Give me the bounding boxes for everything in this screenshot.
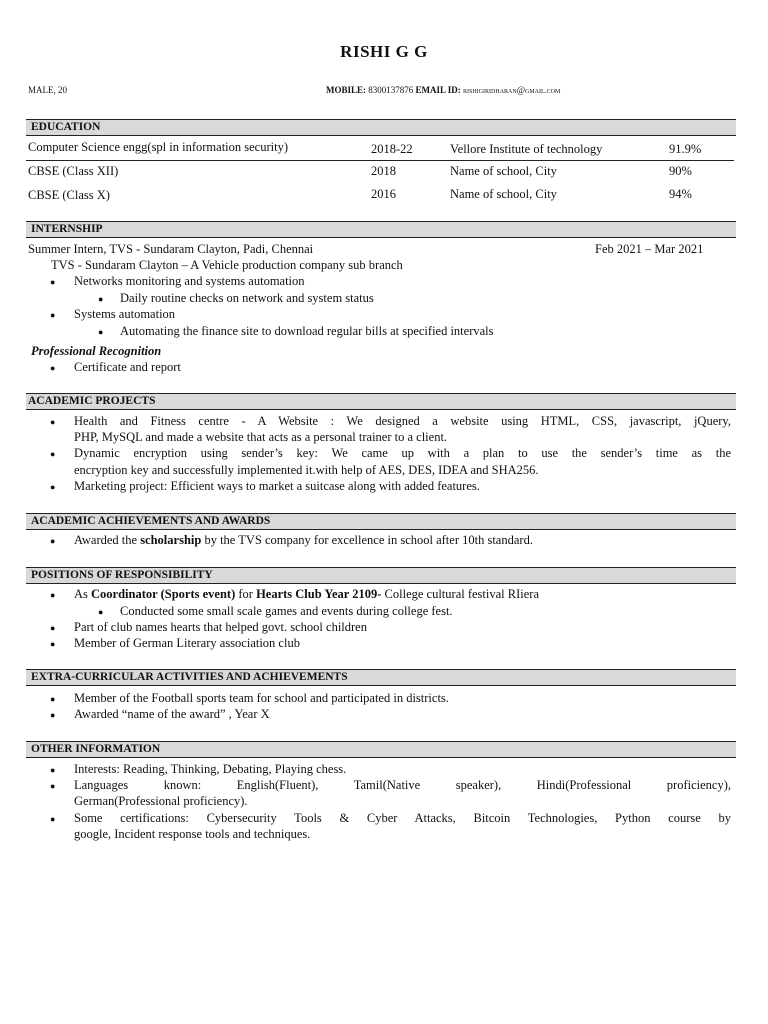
email-user: rishigiridharan [463,86,517,95]
edu-year: 2016 [371,187,396,201]
position-item: Part of club names hearts that helped govt. school children [74,620,367,634]
edu-course: CBSE (Class XII) [28,164,119,178]
bullet-icon: ● [50,310,56,320]
bullet-icon: ● [50,781,56,791]
bullet-icon: ● [50,277,56,287]
extra-item: Member of the Football sports team for school and participated in districts. [74,691,449,705]
edu-score: 94% [669,187,692,201]
mobile-label: MOBILE: [326,85,367,95]
bullet-icon: ● [50,363,56,373]
section-title: POSITIONS OF RESPONSIBILITY [31,569,213,581]
recognition-item: Certificate and report [74,360,181,374]
edu-year: 2018-22 [371,142,413,156]
mobile-number: 8300137876 [368,85,414,95]
bullet-icon: ● [50,710,56,720]
bullet-icon: ● [50,623,56,633]
edu-course: Computer Science engg(spl in information security) [28,140,289,154]
bullet-icon: ● [50,814,56,824]
bullet-icon: ● [50,449,56,459]
section-achievements [26,513,736,530]
other-item: google, Incident response tools and techniques. [74,827,311,841]
bullet-icon: ● [50,765,56,775]
other-item: Languages known: English(Fluent), Tamil(Native speaker), Hindi(Professional proficiency), [74,778,731,792]
project-line: encryption key and successfully implemented it.with help of AES, DES, IDEA and SHA256. [74,463,539,477]
extra-item: Awarded “name of the award” , Year X [74,707,270,721]
project-line: Dynamic encryption using sender’s key: We came up with a plan to use the sender’s time as the [74,446,731,460]
intern-company: TVS - Sundaram Clayton – A Vehicle production company sub branch [51,258,403,272]
intern-subtask: Automating the finance site to download regular bills at specified intervals [120,324,494,338]
section-title: EXTRA-CURRICULAR ACTIVITIES AND ACHIEVEMENTS [31,671,348,683]
email-domain: gmail.com [525,86,561,95]
edu-year: 2018 [371,164,396,178]
bullet-icon: ● [50,482,56,492]
intern-task: Networks monitoring and systems automation [74,274,305,288]
bullet-icon: ● [50,536,56,546]
intern-task: Systems automation [74,307,176,321]
section-other [26,741,736,758]
edu-course: CBSE (Class X) [28,188,110,202]
candidate-name: RISHI G G [340,42,428,61]
intern-subtask: Daily routine checks on network and system status [120,291,374,305]
section-title: INTERNSHIP [31,223,103,235]
intern-dates: Feb 2021 – Mar 2021 [595,242,704,256]
bullet-icon: ● [98,607,104,617]
recognition-heading: Professional Recognition [31,344,162,358]
bullet-icon: ● [50,590,56,600]
project-line: PHP, MySQL and made a website that acts as a personal trainer to a client. [74,430,448,444]
contact-details [326,85,560,95]
edu-score: 90% [669,164,692,178]
section-education [26,119,736,136]
other-item: Some certifications: Cybersecurity Tools & Cyber Attacks, Bitcoin Technologies, Python course by [74,811,731,825]
bullet-icon: ● [50,639,56,649]
edu-institute: Vellore Institute of technology [450,142,603,156]
other-item: Interests: Reading, Thinking, Debating, Playing chess. [74,762,347,776]
section-positions [26,567,736,584]
section-title: EDUCATION [31,121,101,133]
section-title: ACADEMIC ACHIEVEMENTS AND AWARDS [31,515,271,527]
section-title: OTHER INFORMATION [31,743,161,755]
bullet-icon: ● [98,327,104,337]
position-subitem: Conducted some small scale games and events during college fest. [120,604,453,618]
other-item: German(Professional proficiency). [74,794,248,808]
project-line: Marketing project: Efficient ways to market a suitcase along with added features. [74,479,480,493]
edu-institute: Name of school, City [450,164,557,178]
position-item: As Coordinator (Sports event) for Hearts Club Year 2109- College cultural festival RIiera [74,587,539,601]
section-internship [26,221,736,238]
bullet-icon: ● [98,294,104,304]
edu-score: 91.9% [669,142,702,156]
section-projects [26,393,736,410]
edu-divider [26,160,734,161]
gender-age: MALE, 20 [28,85,67,95]
project-line: Health and Fitness centre - A Website : We designed a website using HTML, CSS, javascript, jQuery, [74,414,731,428]
position-item: Member of German Literary association club [74,636,300,650]
section-extracurricular [26,669,736,686]
intern-role: Summer Intern, TVS - Sundaram Clayton, Padi, Chennai [28,242,314,256]
edu-institute: Name of school, City [450,187,557,201]
email-at: @ [516,85,525,95]
bullet-icon: ● [50,694,56,704]
bullet-icon: ● [50,417,56,427]
contact-line [28,85,738,97]
section-title: ACADEMIC PROJECTS [28,395,156,407]
achievement-item: Awarded the scholarship by the TVS company for excellence in school after 10th standard. [74,533,533,547]
email-label: EMAIL ID: [415,85,461,95]
